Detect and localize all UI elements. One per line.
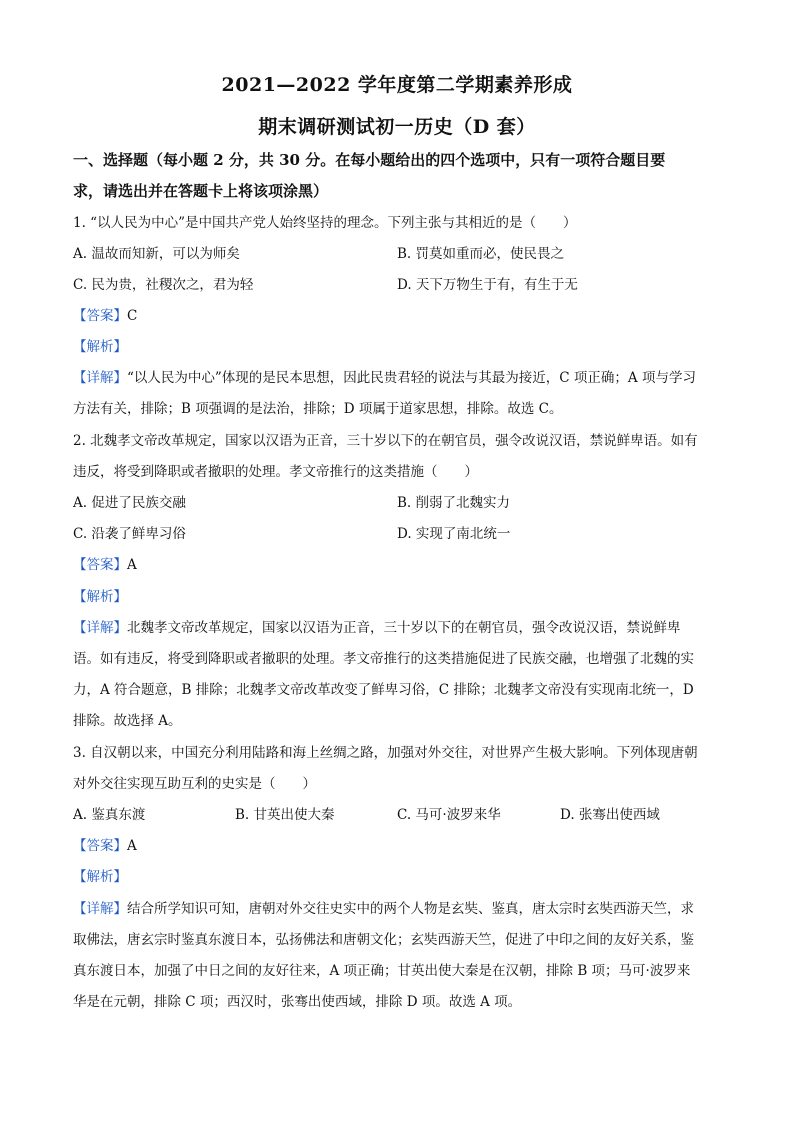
q1-analysis <box>73 337 723 357</box>
answer-tag: 【答案】 <box>73 308 127 324</box>
q1-option-c: C. 民为贵，社稷次之，君为轻 <box>73 277 254 293</box>
q3-stem-line2: 对外交往实现互助互利的史实是（ ） <box>73 776 316 792</box>
q1-stem: 1. “以人民为中心”是中国共产党人始终坚持的理念。下列主张与其相近的是（ ） <box>73 215 577 231</box>
detail-tag: 【详解】 <box>73 901 127 917</box>
page-title-line2: 期末调研测试初一历史（D 套） <box>258 116 536 138</box>
q3-detail-line1 <box>73 899 723 919</box>
q1-option-d: D. 天下万物生于有，有生于无 <box>397 277 578 293</box>
answer-tag: 【答案】 <box>73 557 127 573</box>
q3-option-a: A. 鉴真东渡 <box>73 807 146 823</box>
answer-value: A <box>127 838 137 854</box>
q1-answer <box>73 306 723 326</box>
q2-stem-line2: 违反，将受到降职或者撤职的处理。孝文帝推行的这类措施（ ） <box>73 464 478 480</box>
detail-text: “以人民为中心”体现的是民本思想，因此民贵君轻的说法与其最为接近，C 项正确；A 项与学习 <box>127 370 696 386</box>
analysis-tag: 【解析】 <box>73 589 127 605</box>
q2-option-a: A. 促进了民族交融 <box>73 495 186 511</box>
answer-value: C <box>127 308 138 324</box>
q3-answer <box>73 836 723 856</box>
q3-option-b: B. 甘英出使大秦 <box>235 807 335 823</box>
detail-tag: 【详解】 <box>73 620 127 636</box>
q1-detail-line2: 方法有关，排除；B 项强调的是法治，排除；D 项属于道家思想，排除。故选 C。 <box>73 401 563 417</box>
q1-option-a: A. 温故而知新，可以为师矣 <box>73 246 240 262</box>
q2-detail-line3: 力，A 符合题意，B 排除；北魏孝文帝改革改变了鲜卑习俗，C 排除；北魏孝文帝没有实现南北统一，D <box>73 682 694 698</box>
q2-analysis <box>73 587 723 607</box>
analysis-tag: 【解析】 <box>73 339 127 355</box>
page-title-line1: 2021—2022 学年度第二学期素养形成 <box>221 74 573 96</box>
q3-option-c: C. 马可·波罗来华 <box>397 807 501 823</box>
q2-option-b: B. 削弱了北魏实力 <box>397 495 511 511</box>
detail-text: 北魏孝文帝改革规定，国家以汉语为正音，三十岁以下的在朝官员，强令改说汉语，禁说鲜卑 <box>127 620 681 636</box>
analysis-tag: 【解析】 <box>73 869 127 885</box>
detail-text: 结合所学知识可知，唐朝对外交往史实中的两个人物是玄奘、鉴真，唐太宗时玄奘西游天竺，求 <box>127 901 694 917</box>
q2-answer <box>73 555 723 575</box>
q2-detail-line2: 语。如有违反，将受到降职或者撤职的处理。孝文帝推行的这类措施促进了民族交融，也增强了北魏的实 <box>73 651 694 667</box>
q2-detail-line1 <box>73 618 723 638</box>
answer-value: A <box>127 557 137 573</box>
q2-detail-line4: 排除。故选择 A。 <box>73 713 182 729</box>
q3-stem-line1: 3. 自汉朝以来，中国充分利用陆路和海上丝绸之路，加强对外交往，对世界产生极大影响。下列体现唐朝 <box>73 745 698 761</box>
q3-detail-line4: 华是在元朝，排除 C 项；西汉时，张骞出使西域，排除 D 项。故选 A 项。 <box>73 994 522 1010</box>
q3-option-d: D. 张骞出使西域 <box>560 807 660 823</box>
q3-detail-line3: 真东渡日本，加强了中日之间的友好往来，A 项正确；甘英出使大秦是在汉朝，排除 B 项；马可·波罗来 <box>73 963 691 979</box>
q3-detail-line2: 取佛法，唐玄宗时鉴真东渡日本，弘扬佛法和唐朝文化；玄奘西游天竺，促进了中印之间的友好关系，鉴 <box>73 932 694 948</box>
q3-analysis <box>73 867 723 887</box>
q1-detail-line1 <box>73 368 723 388</box>
q2-stem-line1: 2. 北魏孝文帝改革规定，国家以汉语为正音，三十岁以下的在朝官员，强令改说汉语，禁说鲜卑语。如有 <box>73 433 698 449</box>
q1-option-b: B. 罚莫如重而必，使民畏之 <box>397 246 565 262</box>
answer-tag: 【答案】 <box>73 838 127 854</box>
detail-tag: 【详解】 <box>73 370 127 386</box>
section-heading-line1: 一、选择题（每小题 2 分，共 30 分。在每小题给出的四个选项中，只有一项符合题目要 <box>73 151 666 169</box>
q2-option-c: C. 沿袭了鲜卑习俗 <box>73 526 186 542</box>
q2-option-d: D. 实现了南北统一 <box>397 526 511 542</box>
section-heading-line2: 求，请选出并在答题卡上将该项涂黑） <box>73 182 329 200</box>
